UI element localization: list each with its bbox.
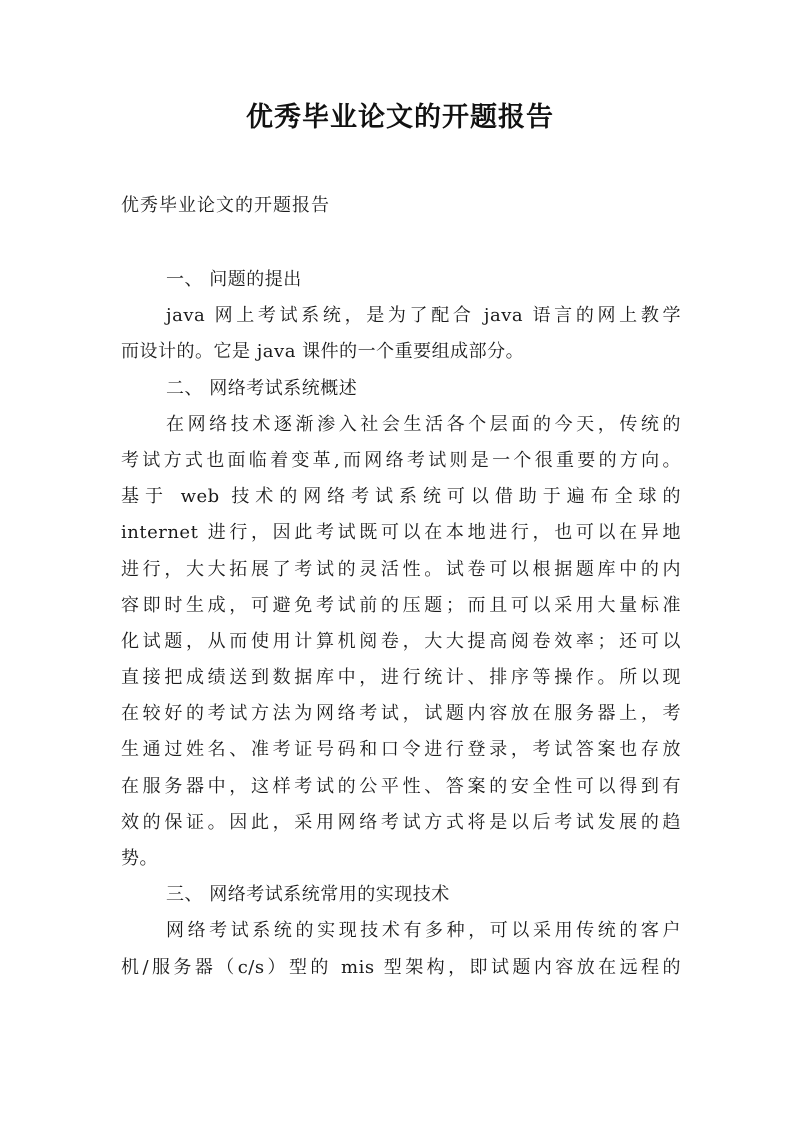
paragraph-line: 生通过姓名、准考证号码和口令进行登录，考试答案也存放 bbox=[121, 739, 681, 761]
paragraph-line: 直接把成绩送到数据库中，进行统计、排序等操作。所以现 bbox=[121, 667, 681, 689]
paragraph-line: 容即时生成，可避免考试前的压题；而且可以采用大量标准 bbox=[121, 594, 681, 616]
paragraph-line: 在较好的考试方法为网络考试，试题内容放在服务器上，考 bbox=[121, 703, 681, 725]
section-heading-1: 一、 问题的提出 bbox=[166, 269, 302, 290]
paragraph-line: 在服务器中，这样考试的公平性、答案的安全性可以得到有 bbox=[121, 775, 681, 797]
paragraph-line: 机/服务器（c/s）型的 mis 型架构，即试题内容放在远程的 bbox=[121, 956, 681, 978]
paragraph-line: 势。 bbox=[121, 848, 158, 869]
section-heading-2: 二、 网络考试系统概述 bbox=[166, 377, 358, 399]
paragraph-line: 进行，大大拓展了考试的灵活性。试卷可以根据题库中的内 bbox=[121, 558, 681, 580]
paragraph-line: 基于 web 技术的网络考试系统可以借助于遍布全球的 bbox=[121, 486, 681, 508]
paragraph-line: 而设计的。它是 java 课件的一个重要组成部分。 bbox=[121, 341, 525, 363]
paragraph-line: 考试方式也面临着变革,而网络考试则是一个很重要的方向。 bbox=[121, 449, 681, 471]
paragraph-line: 在网络技术逐渐渗入社会生活各个层面的今天，传统的 bbox=[166, 413, 681, 435]
document-title: 优秀毕业论文的开题报告 bbox=[246, 102, 554, 133]
section-heading-3: 三、 网络考试系统常用的实现技术 bbox=[166, 884, 450, 906]
paragraph-line: java 网上考试系统，是为了配合 java 语言的网上教学 bbox=[166, 305, 681, 327]
document-body bbox=[121, 262, 681, 986]
paragraph-line: 化试题，从而使用计算机阅卷，大大提高阅卷效率；还可以 bbox=[121, 630, 681, 652]
document-subtitle: 优秀毕业论文的开题报告 bbox=[121, 195, 330, 216]
paragraph-line: internet 进行，因此考试既可以在本地进行，也可以在异地 bbox=[121, 522, 681, 544]
paragraph-line: 网络考试系统的实现技术有多种，可以采用传统的客户 bbox=[166, 920, 681, 942]
paragraph-line: 效的保证。因此，采用网络考试方式将是以后考试发展的趋 bbox=[121, 811, 681, 833]
